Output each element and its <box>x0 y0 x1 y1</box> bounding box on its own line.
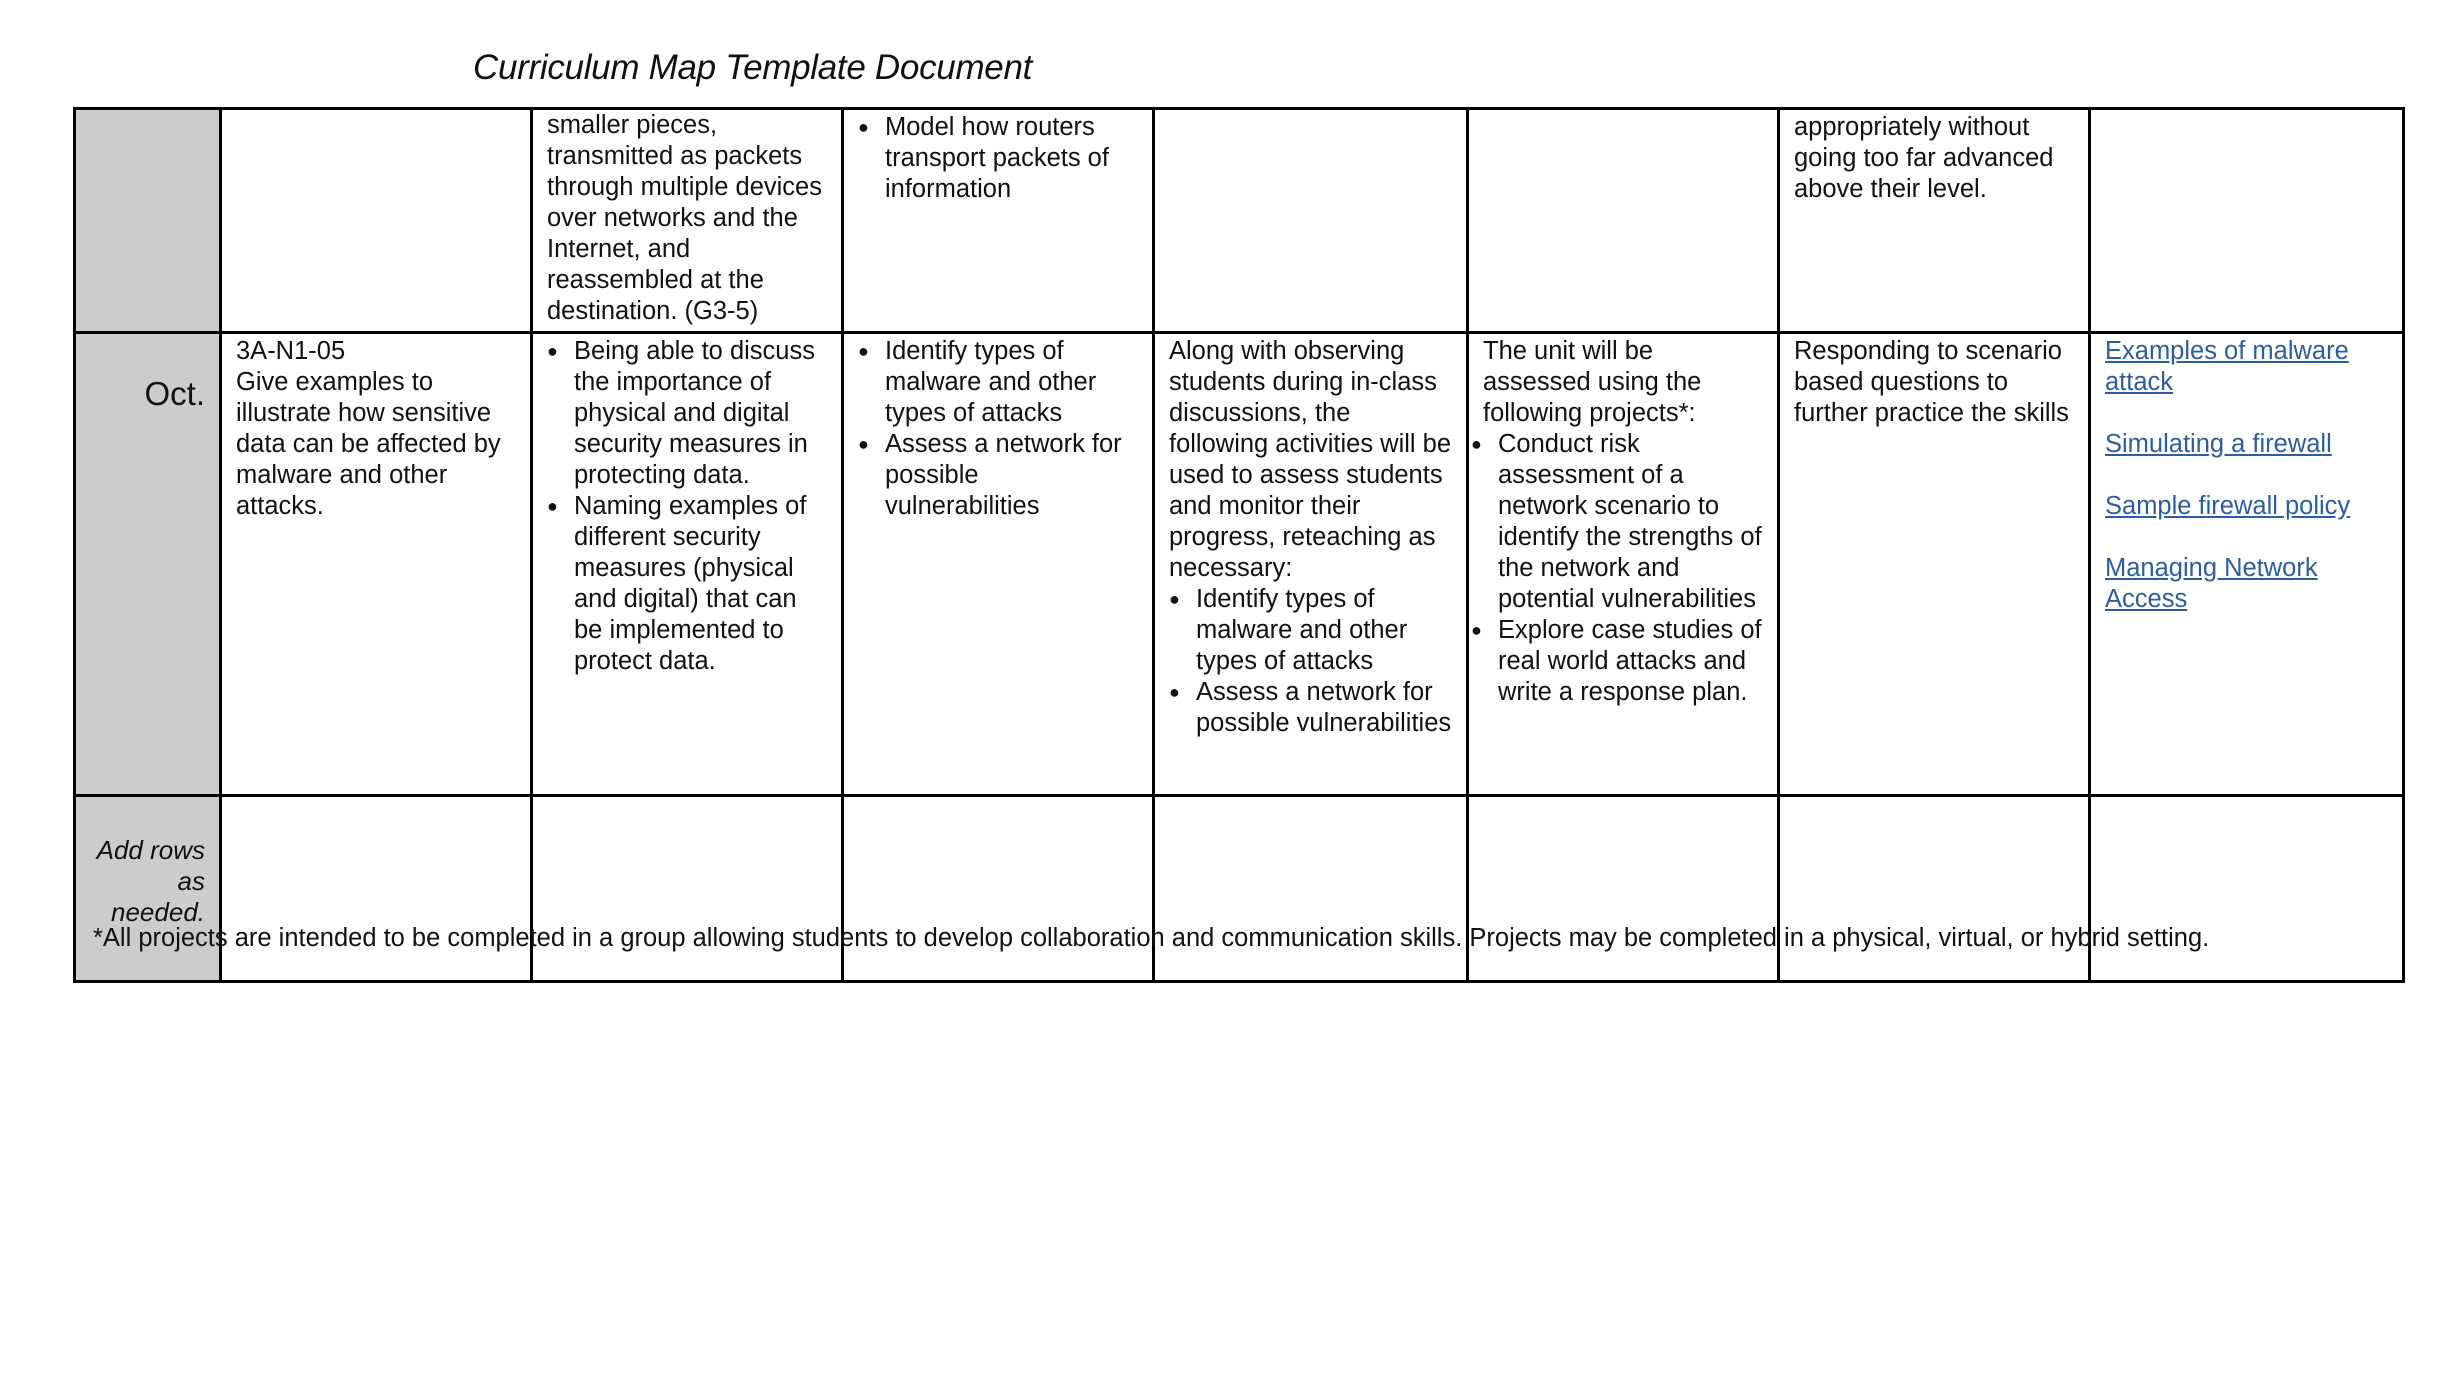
document-title: Curriculum Map Template Document <box>473 48 1033 87</box>
list-item: ● Naming examples of different security measures (physical and digital) that can be implemented to protect data. <box>547 491 827 677</box>
table-row-oct <box>75 333 2404 796</box>
empty-cell <box>843 796 1154 982</box>
month-label: Oct. <box>144 375 205 412</box>
resource-link-simulating-firewall[interactable]: Simulating a firewall <box>2105 430 2332 458</box>
list-item: ● Model how routers transport packets of information <box>858 112 1138 205</box>
empty-cell <box>221 796 532 982</box>
list-item: ● Being able to discuss the importance of physical and digital security measures in protecting data. <box>547 336 827 491</box>
empty-cell <box>532 796 843 982</box>
curriculum-map-table <box>73 107 2405 983</box>
footnote: *All projects are intended to be completed in a group allowing students to develop collaboration and communication skills. Projects may be completed in a physical, virtual, or hybrid setting. <box>93 924 2210 952</box>
continued-understanding-text: smaller pieces, transmitted as packets through multiple devices over networks and the Internet, and reassembled at the destination. (G3-5) <box>547 111 822 325</box>
month-cell-empty <box>75 109 221 333</box>
formative-cell-empty <box>1154 109 1468 333</box>
list-item: ● Conduct risk assessment of a network scenario to identify the strengths of the network and potential vulnerabilities <box>1471 429 1763 615</box>
understanding-cell-continued <box>532 109 843 333</box>
resources-cell-empty <box>2090 109 2404 333</box>
table-row-continued <box>75 109 2404 333</box>
empty-cell <box>1779 796 2090 982</box>
resources-cell-oct <box>2090 333 2404 796</box>
summative-cell-oct <box>1468 333 1779 796</box>
summative-cell-empty <box>1468 109 1779 333</box>
objective-cell-oct <box>843 333 1154 796</box>
table-row-add <box>75 796 2404 982</box>
objective-cell-continued <box>843 109 1154 333</box>
resource-link-managing-network-access[interactable]: Managing Network Access <box>2105 554 2318 613</box>
list-item: ● Assess a network for possible vulnerabilities <box>858 429 1138 522</box>
empty-cell <box>1154 796 1468 982</box>
formative-cell-oct <box>1154 333 1468 796</box>
standard-text: Give examples to illustrate how sensitive data can be affected by malware and other attacks. <box>236 368 501 520</box>
month-cell-add <box>75 796 221 982</box>
formative-intro: Along with observing students during in-class discussions, the following activities will be used to assess students and monitor their progress, reteaching as necessary: <box>1169 337 1452 582</box>
empty-cell <box>1468 796 1779 982</box>
understanding-cell-oct <box>532 333 843 796</box>
list-item: ● Identify types of malware and other types of attacks <box>858 336 1138 429</box>
add-rows-label: Add rows as needed. <box>96 835 205 927</box>
list-item: ● Identify types of malware and other types of attacks <box>1169 584 1452 677</box>
continued-differentiation-text: appropriately without going too far advanced above their level. <box>1794 113 2054 203</box>
list-item: ● Assess a network for possible vulnerabilities <box>1169 677 1452 739</box>
standard-cell-empty <box>221 109 532 333</box>
resource-link-firewall-policy[interactable]: Sample firewall policy <box>2105 492 2351 520</box>
differentiation-cell-continued <box>1779 109 2090 333</box>
empty-cell <box>2090 796 2404 982</box>
list-item: ● Explore case studies of real world attacks and write a response plan. <box>1471 615 1763 708</box>
month-cell-oct <box>75 333 221 796</box>
standard-code: 3A-N1-05 <box>236 337 346 365</box>
differentiation-text: Responding to scenario based questions to further practice the skills <box>1794 337 2069 427</box>
standard-cell-oct <box>221 333 532 796</box>
resource-link-malware-attack[interactable]: Examples of malware attack <box>2105 337 2349 396</box>
summative-intro: The unit will be assessed using the following projects*: <box>1483 337 1702 427</box>
differentiation-cell-oct <box>1779 333 2090 796</box>
